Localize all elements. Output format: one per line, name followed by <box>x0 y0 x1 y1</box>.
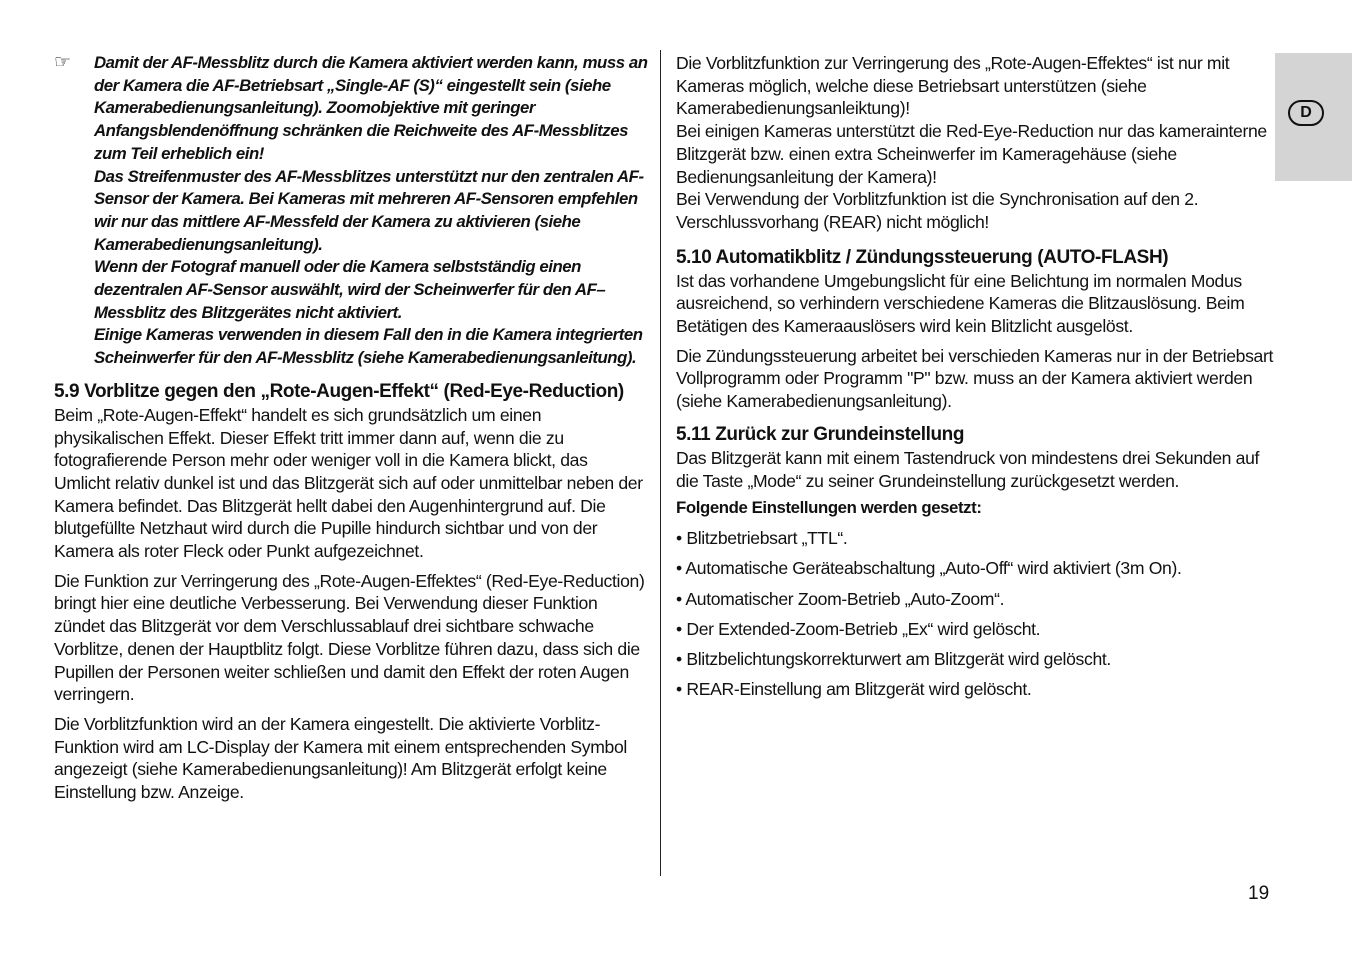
right-column <box>676 52 1274 701</box>
column-divider <box>660 50 661 876</box>
body-paragraph: Bei Verwendung der Vorblitzfunktion ist die Synchronisation auf den 2. Verschlussvorhang (REAR) nicht möglich! <box>676 189 1199 232</box>
list-item: • Automatischer Zoom-Betrieb „Auto-Zoom“. <box>676 588 1005 609</box>
pointing-hand-icon: ☞ <box>54 52 71 73</box>
body-paragraph: Beim „Rote-Augen-Effekt“ handelt es sich grundsätzlich um einen physikalischen Effekt. Dieser Effekt tritt immer dann auf, wenn die zu fotografierende Person mehr oder weniger voll in die Kamera blickt, das Umlicht relativ dunkel ist und das Blitzgerät sich auf oder unmittelbar neben der Kamera befindet. Das Blitzgerät hellt dabei den Augenhintergrund auf. Die blutgefüllte Netzhaut wird durch die Pupille hindurch sichtbar und von der Kamera als roter Fleck oder Punkt aufgezeichnet. <box>54 404 643 562</box>
list-item: • Automatische Geräteabschaltung „Auto-Off“ wird aktiviert (3m On). <box>676 558 1182 579</box>
left-column <box>54 52 648 804</box>
note-paragraph: Einige Kameras verwenden in diesem Fall den in die Kamera integrierten Scheinwerfer für den AF-Messblitz (siehe Kamerabedienungsanleitung). <box>94 325 643 368</box>
list-item: • Der Extended-Zoom-Betrieb „Ex“ wird gelöscht. <box>676 618 1041 639</box>
note-paragraph: Damit der AF-Messblitz durch die Kamera aktiviert werden kann, muss an der Kamera die AF-Betriebsart „Single-AF (S)“ eingestellt sein (siehe Kamerabedienungsanleitung). Zoomobjektive mit geringer Anfangsblendenöffnung schränken die Reichweite des AF-Messblitzes zum Teil erheblich ein! <box>94 53 648 163</box>
note-text <box>94 52 648 370</box>
section-title-5-9: 5.9 Vorblitze gegen den „Rote-Augen-Effekt“ (Red-Eye-Reduction) <box>54 380 624 402</box>
body-paragraph: Die Funktion zur Verringerung des „Rote-Augen-Effektes“ (Red-Eye-Reduction) bringt hier eine deutliche Verbesserung. Bei Verwendung dieser Funktion zündet das Blitzgerät vor dem Verschlussablauf drei sichtbare schwache Vorblitze, denen der Hauptblitz folgt. Diese Vorblitze führen dazu, dass sich die Pupillen der Personen weiter schließen und damit den Effekt der roten Augen verringern. <box>54 570 645 705</box>
note-paragraph: Wenn der Fotograf manuell oder die Kamera selbstständig einen dezentralen AF-Sensor auswählt, wird der Scheinwerfer für den AF–Messblitz des Blitzgerätes nicht aktiviert. <box>94 257 606 322</box>
note-paragraph: Das Streifenmuster des AF-Messblitzes unterstützt nur den zentralen AF-Sensor der Kamera. Bei Kameras mit mehreren AF-Sensoren empfehlen wir nur das mittlere AF-Messfeld der Kamera zu aktivieren (siehe Kamerabedienungsanleitung). <box>94 166 644 254</box>
section-title-5-10: 5.10 Automatikblitz / Zündungssteuerung (AUTO-FLASH) <box>676 246 1169 268</box>
list-item: • REAR-Einstellung am Blitzgerät wird gelöscht. <box>676 678 1032 699</box>
list-item: • Blitzbelichtungskorrekturwert am Blitzgerät wird gelöscht. <box>676 648 1111 669</box>
body-paragraph: Ist das vorhandene Umgebungslicht für eine Belichtung im normalen Modus ausreichend, so verhindern verschiedene Kameras die Blitzauslösung. Beim Betätigen des Kameraauslösers wird kein Blitzlicht ausgelöst. <box>676 270 1245 337</box>
language-tab <box>1275 53 1352 181</box>
settings-heading: Folgende Einstellungen werden gesetzt: <box>676 498 982 518</box>
body-paragraph: Bei einigen Kameras unterstützt die Red-Eye-Reduction nur das kamerainterne Blitzgerät bzw. einen extra Scheinwerfer im Kameragehäuse (siehe Bedienungsanleitung der Kamera)! <box>676 121 1267 187</box>
settings-list <box>676 527 1274 700</box>
body-paragraph: Das Blitzgerät kann mit einem Tastendruck von mindestens drei Sekunden auf die Taste „Mode“ zu seiner Grundeinstellung zurückgesetzt werden. <box>676 447 1260 491</box>
language-badge: D <box>1288 100 1324 126</box>
list-item: • Blitzbetriebsart „TTL“. <box>676 528 848 549</box>
body-paragraph: Die Vorblitzfunktion zur Verringerung des „Rote-Augen-Effektes“ ist nur mit Kameras möglich, welche diese Betriebsart unterstützen (siehe Kamerabedienungsanleiktung)! <box>676 53 1230 119</box>
note-block <box>54 52 648 370</box>
body-paragraph: Die Vorblitzfunktion wird an der Kamera eingestellt. Die aktivierte Vorblitz-Funktion wird am LC-Display der Kamera mit einem entsprechenden Symbol angezeigt (siehe Kamerabedienungsanleitung)! Am Blitzgerät erfolgt keine Einstellung bzw. Anzeige. <box>54 713 627 803</box>
body-paragraph: Die Zündungssteuerung arbeitet bei verschieden Kameras nur in der Betriebsart Vollprogramm oder Programm "P" bzw. muss an der Kamera aktiviert werden (siehe Kamerabedienungsanleitung). <box>676 345 1274 412</box>
page-number: 19 <box>1248 883 1270 904</box>
section-title-5-11: 5.11 Zurück zur Grundeinstellung <box>676 423 965 445</box>
